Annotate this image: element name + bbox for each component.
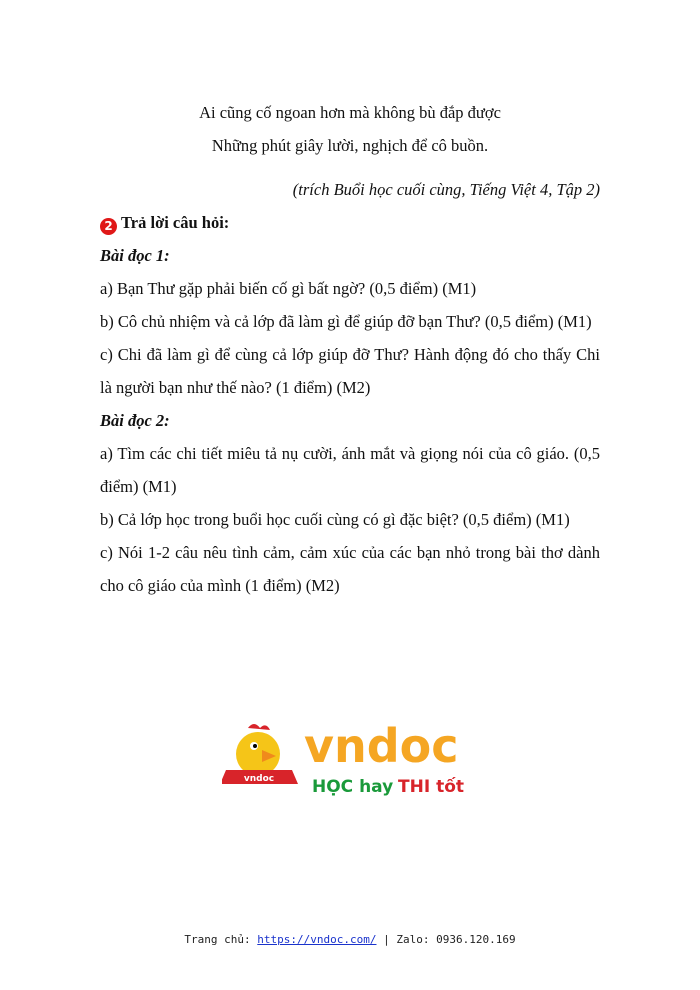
- citation: (trích Buổi học cuối cùng, Tiếng Việt 4, Tập 2): [292, 180, 600, 199]
- slogan-red: THI tốt: [398, 777, 464, 797]
- question: b) Cả lớp học trong buổi học cuối cùng có gì đặc biệt? (0,5 điểm) (M1): [100, 510, 570, 529]
- footer-zalo: Zalo: 0936.120.169: [396, 933, 516, 946]
- question: a) Tìm các chi tiết miêu tả nụ cười, ánh mắt và giọng nói của cô giáo. (0,5 điểm) (M1): [100, 444, 600, 496]
- footer-separator: |: [376, 933, 397, 946]
- mascot-pupil-icon: [253, 744, 257, 748]
- question: b) Cô chủ nhiệm và cả lớp đã làm gì để giúp đỡ bạn Thư? (0,5 điểm) (M1): [100, 312, 592, 331]
- badge-text: vndoc: [243, 774, 275, 784]
- vndoc-watermark-logo: [222, 720, 482, 798]
- brand-text: vndoc: [304, 720, 459, 773]
- slogan-green: HỌC hay: [312, 777, 394, 797]
- document-body: [100, 96, 600, 602]
- question: a) Bạn Thư gặp phải biến cố gì bất ngờ? (0,5 điểm) (M1): [100, 279, 477, 298]
- mascot-comb-icon: [248, 724, 270, 730]
- home-link[interactable]: https://vndoc.com/: [257, 933, 377, 946]
- footer-home-label: Trang chủ:: [184, 933, 258, 946]
- poem-line: Ai cũng cố ngoan hơn mà không bù đắp được: [199, 103, 501, 122]
- question: c) Chi đã làm gì để cùng cả lớp giúp đỡ Thư? Hành động đó cho thấy Chi là người bạn như thế nào? (1 điểm) (M2): [100, 345, 600, 397]
- poem-line: Những phút giây lười, nghịch để cô buồn.: [211, 136, 489, 155]
- number-badge-icon: 2: [100, 218, 117, 235]
- section-heading: [100, 206, 600, 239]
- section-title: Trả lời câu hỏi:: [121, 213, 230, 232]
- reading-title: Bài đọc 1:: [100, 246, 170, 265]
- reading-title: Bài đọc 2:: [100, 411, 170, 430]
- mascot-icon: [236, 732, 280, 776]
- question: c) Nói 1-2 câu nêu tình cảm, cảm xúc của các bạn nhỏ trong bài thơ dành cho cô giáo của mình (1 điểm) (M2): [100, 543, 600, 595]
- page-footer: [0, 933, 700, 946]
